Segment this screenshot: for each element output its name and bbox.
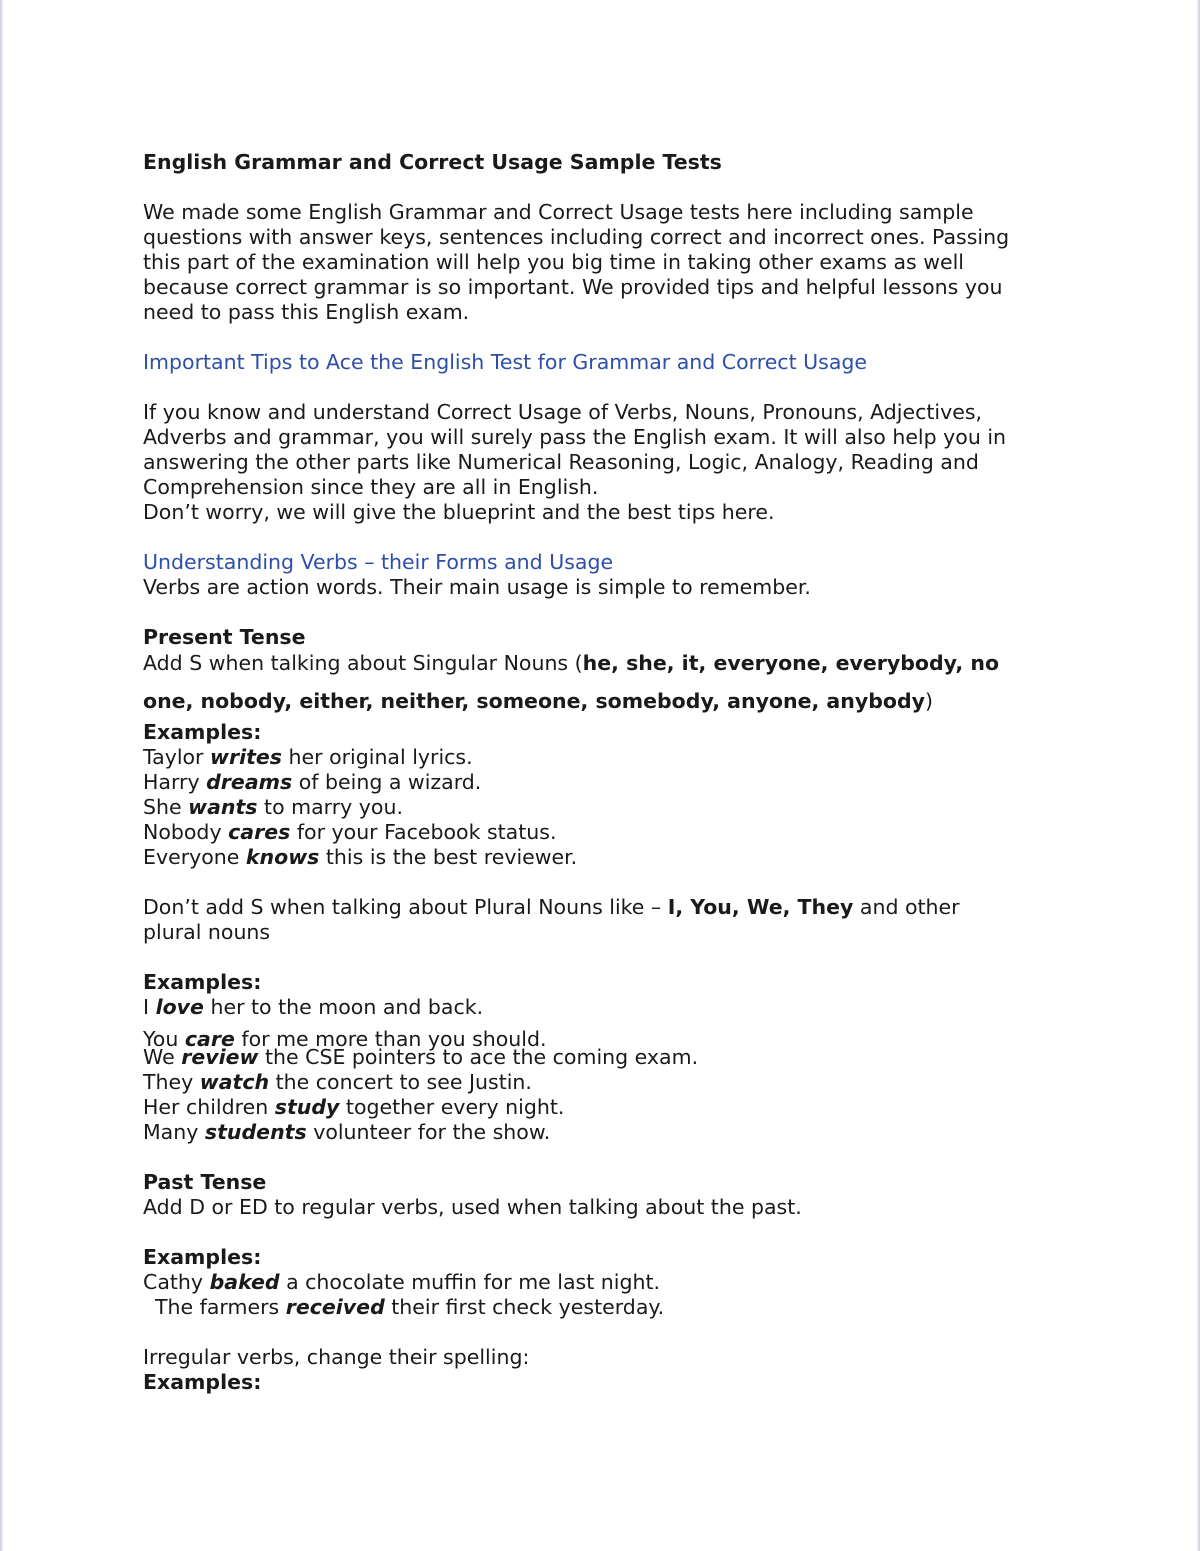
verb-emphasis: received [285,1295,385,1319]
examples-label: Examples: [143,970,262,994]
verbs-heading-link[interactable]: Understanding Verbs – their Forms and Usage [143,550,614,574]
sentence-text: together every night. [339,1095,565,1119]
sentence-text: her to the moon and back. [203,995,484,1019]
sentence-text: Harry [143,770,207,794]
sentence-text: of being a wizard. [292,770,482,794]
sentence-text: a chocolate muffin for me last night. [279,1270,661,1294]
sentence-text: They [143,1070,200,1094]
past-examples [143,1270,1063,1320]
rule-text: Add S when talking about Singular Nouns ( [143,651,583,675]
verb-emphasis: writes [210,745,282,769]
intro-line: because correct grammar is so important. We provided tips and helpful lessons you [143,275,1003,299]
verb-emphasis: love [155,995,204,1019]
sentence-text: You [143,1027,185,1051]
page-edge-left [0,0,3,1551]
sentence-text: Taylor [143,745,211,769]
verb-emphasis: baked [209,1270,280,1294]
tips-line: Don’t worry, we will give the blueprint and the best tips here. [143,500,775,524]
sentence-text: volunteer for the show. [306,1120,551,1144]
sentence-text: Her children [143,1095,275,1119]
tips-heading-link[interactable]: Important Tips to Ace the English Test for Grammar and Correct Usage [143,350,868,374]
verbs-intro: Verbs are action words. Their main usage is simple to remember. [143,575,811,599]
sentence-text: Everyone [143,845,246,869]
example-sentence [143,1120,1063,1145]
sentence-text: for your Facebook status. [290,820,557,844]
verb-emphasis: watch [199,1070,270,1094]
tips-paragraph [143,400,1063,525]
sentence-text: Nobody [143,820,229,844]
sentence-text: Cathy [143,1270,210,1294]
document-title: English Grammar and Correct Usage Sample Tests [143,150,722,174]
sentence-text: to marry you. [257,795,403,819]
intro-paragraph [143,200,1063,325]
tips-line: If you know and understand Correct Usage of Verbs, Nouns, Pronouns, Adjectives, [143,400,983,424]
sentence-text: her original lyrics. [282,745,473,769]
sentence-text: She [143,795,189,819]
verb-emphasis: care [184,1027,235,1051]
plural-rule-line-2: plural nouns [143,920,271,944]
example-sentence [143,745,1063,770]
plural-rule-line-1 [143,895,1063,920]
tips-line: Comprehension since they are all in English. [143,475,599,499]
sentence-text: their first check yesterday. [384,1295,665,1319]
examples-label: Examples: [143,1370,262,1394]
plural-examples [143,995,1063,1145]
sentence-text: the CSE pointers to ace the coming exam. [258,1045,699,1069]
intro-line: this part of the examination will help you big time in taking other exams as well [143,250,964,274]
tips-line: answering the other parts like Numerical Reasoning, Logic, Analogy, Reading and [143,450,979,474]
present-rule-line-2 [143,682,1063,720]
past-tense-heading: Past Tense [143,1170,267,1194]
example-sentence [143,770,1063,795]
tips-line: Adverbs and grammar, you will surely pass the English exam. It will also help you in [143,425,1007,449]
document-body [143,150,1063,1395]
examples-label: Examples: [143,720,262,744]
verb-emphasis: students [204,1120,307,1144]
verb-emphasis: review [181,1045,259,1069]
example-sentence [143,845,1063,870]
sentence-text: Don’t add S when talking about Plural Nouns like – [143,895,668,919]
present-rule-line-1 [143,644,1063,682]
example-sentence [143,995,1063,1020]
example-sentence [143,1270,1063,1295]
sentence-text: I [143,995,156,1019]
example-sentence [143,1095,1063,1120]
irregular-verbs-note: Irregular verbs, change their spelling: [143,1345,530,1369]
sentence-text: Many [143,1120,205,1144]
sentence-text: We [143,1045,182,1069]
example-sentence [143,1295,1063,1320]
sentence-text: this is the best reviewer. [319,845,578,869]
example-sentence [143,1045,1063,1070]
verb-emphasis: wants [188,795,258,819]
intro-line: need to pass this English exam. [143,300,470,324]
example-sentence [143,1070,1063,1095]
intro-line: We made some English Grammar and Correct Usage tests here including sample [143,200,974,224]
rule-text: ) [925,689,934,713]
past-rule: Add D or ED to regular verbs, used when talking about the past. [143,1195,802,1219]
verb-emphasis: dreams [206,770,293,794]
present-examples [143,745,1063,870]
present-tense-heading: Present Tense [143,625,306,649]
verb-emphasis: cares [228,820,291,844]
rule-pronouns: he, she, it, everyone, everybody, no [582,651,1000,675]
verb-emphasis: knows [245,845,320,869]
intro-line: questions with answer keys, sentences including correct and incorrect ones. Passing [143,225,1010,249]
examples-label: Examples: [143,1245,262,1269]
sentence-text: the concert to see Justin. [269,1070,532,1094]
sentence-text: and other [853,895,960,919]
verb-emphasis: study [274,1095,340,1119]
bold-text: I, You, We, They [667,895,854,919]
example-sentence [143,795,1063,820]
example-sentence [143,820,1063,845]
sentence-text: The farmers [155,1295,286,1319]
sentence-text: for me more than you should. [234,1027,547,1051]
rule-pronouns: one, nobody, either, neither, someone, somebody, anyone, anybody [143,689,926,713]
